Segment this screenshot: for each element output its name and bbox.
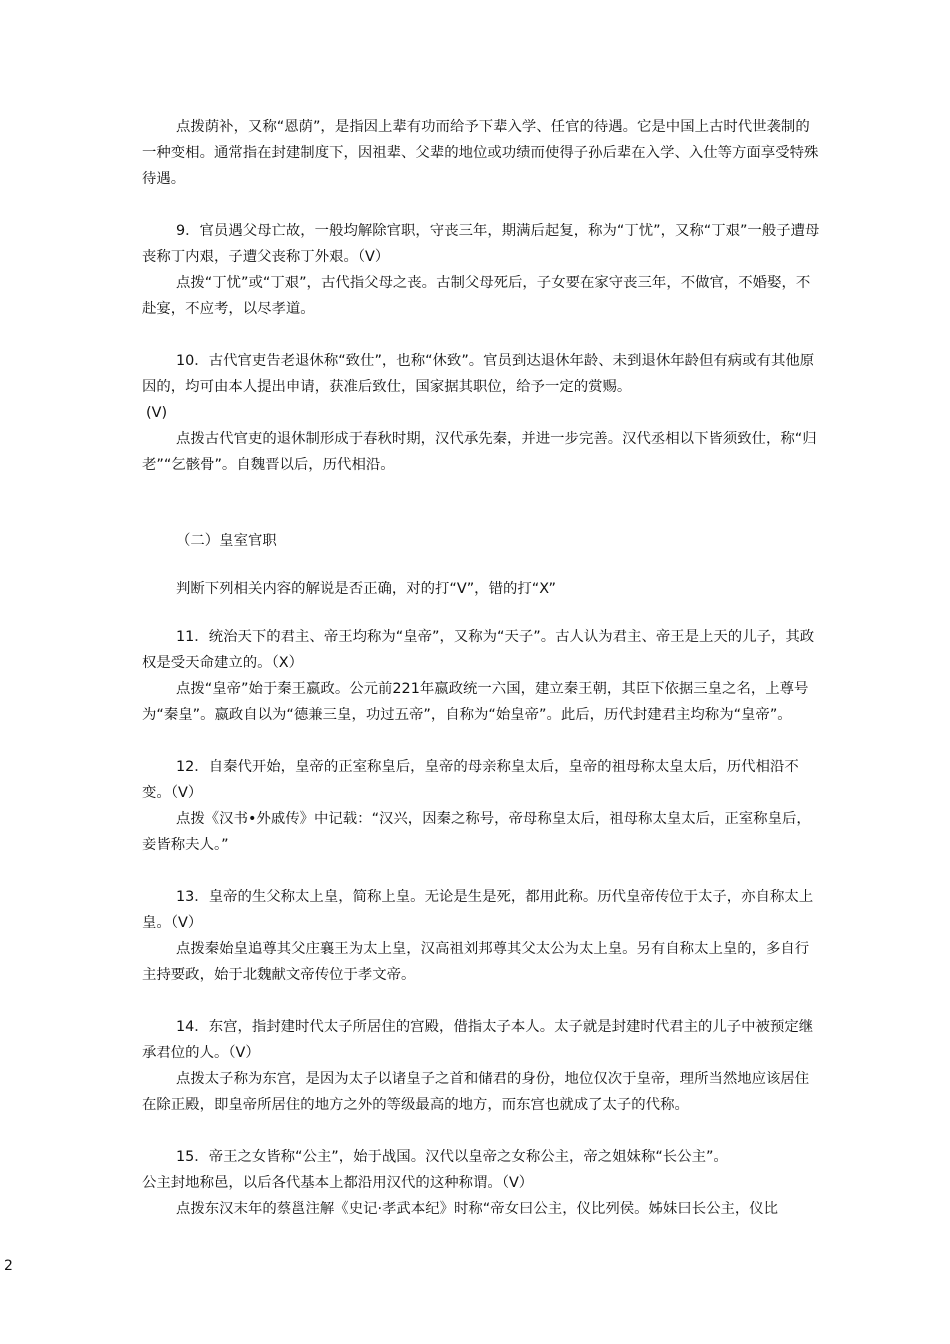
page-number: 2	[4, 1258, 13, 1274]
question-14: 14．东宫，指封建时代太子所居住的宫殿，借指太子本人。太子就是封建时代君主的儿子中被预定继承君位的人。（V）	[142, 1019, 814, 1061]
question-12: 12．自秦代开始，皇帝的正室称皇后，皇帝的母亲称皇太后，皇帝的祖母称太皇太后，历代相沿不变。（V）	[142, 759, 799, 801]
question-9: 9．官员遇父母亡故，一般均解除官职，守丧三年，期满后起复，称为“丁忧”，又称“丁艰”一般子遭母丧称丁内艰，子遭父丧称丁外艰。（V）	[142, 223, 820, 265]
instruction: 判断下列相关内容的解说是否正确，对的打“V”，错的打“X”	[176, 581, 556, 597]
paragraph-note-8: 点拨荫补，又称“恩荫”，是指因上辈有功而给予下辈入学、任官的待遇。它是中国上古时代世袭制的一种变相。通常指在封建制度下，因祖辈、父辈的地位或功绩而使得子孙后辈在入学、入仕等方面享受特殊待遇。	[142, 119, 819, 187]
paragraph-note-11: 点拨“皇帝”始于秦王嬴政。公元前221年嬴政统一六国，建立秦王朝，其臣下依据三皇之名，上尊号为“秦皇”。嬴政自以为“德兼三皇，功过五帝”，自称为“始皇帝”。此后，历代封建君主均称为“皇帝”。	[142, 681, 809, 723]
paragraph-note-14: 点拨太子称为东宫，是因为太子以诸皇子之首和储君的身份，地位仅次于皇帝，理所当然地应该居住在除正殿，即皇帝所居住的地方之外的等级最高的地方，而东宫也就成了太子的代称。	[142, 1071, 810, 1113]
paragraph-note-13: 点拨秦始皇追尊其父庄襄王为太上皇，汉高祖刘邦尊其父太公为太上皇。另有自称太上皇的，多自行主持要政，始于北魏献文帝传位于孝文帝。	[142, 941, 810, 983]
question-11: 11．统治天下的君主、帝王均称为“皇帝”，又称为“天子”。古人认为君主、帝王是上天的儿子，其政权是受天命建立的。（X）	[142, 629, 815, 671]
section-heading: （二）皇室官职	[176, 533, 277, 549]
question-15: 15．帝王之女皆称“公主”，始于战国。汉代以皇帝之女称公主，帝之姐妹称“长公主”。	[176, 1149, 728, 1165]
paragraph-note-15: 点拨东汉末年的蔡邕注解《史记·孝武本纪》时称“帝女曰公主，仪比列侯。姊妹曰长公主，仪比	[176, 1201, 779, 1217]
paragraph-note-9: 点拨“丁忧”或“丁艰”，古代指父母之丧。古制父母死后，子女要在家守丧三年，不做官，不婚娶，不赴宴，不应考，以尽孝道。	[142, 275, 811, 317]
question-15-continued: 公主封地称邑，以后各代基本上都沿用汉代的这种称谓。（V）	[142, 1175, 534, 1191]
paragraph-note-10: 点拨古代官吏的退休制形成于春秋时期，汉代承先秦，并进一步完善。汉代丞相以下皆须致仕，称“归老”“乞骸骨”。自魏晋以后，历代相沿。	[142, 431, 817, 473]
question-13: 13．皇帝的生父称太上皇，简称上皇。无论是生是死，都用此称。历代皇帝传位于太子，亦自称太上皇。（V）	[142, 889, 814, 931]
document-body	[142, 114, 822, 1222]
paragraph-note-12: 点拨《汉书•外戚传》中记载：“汉兴，因秦之称号，帝母称皇太后，祖母称太皇太后，正室称皇后，妾皆称夫人。”	[142, 811, 811, 853]
question-10: 10．古代官吏告老退休称“致仕”，也称“休致”。官员到达退休年龄、未到退休年龄但有病或有其他原因的，均可由本人提出申请，获准后致仕，国家据其职位，给予一定的赏赐。	[142, 353, 815, 395]
answer-10: (V)	[146, 405, 168, 421]
